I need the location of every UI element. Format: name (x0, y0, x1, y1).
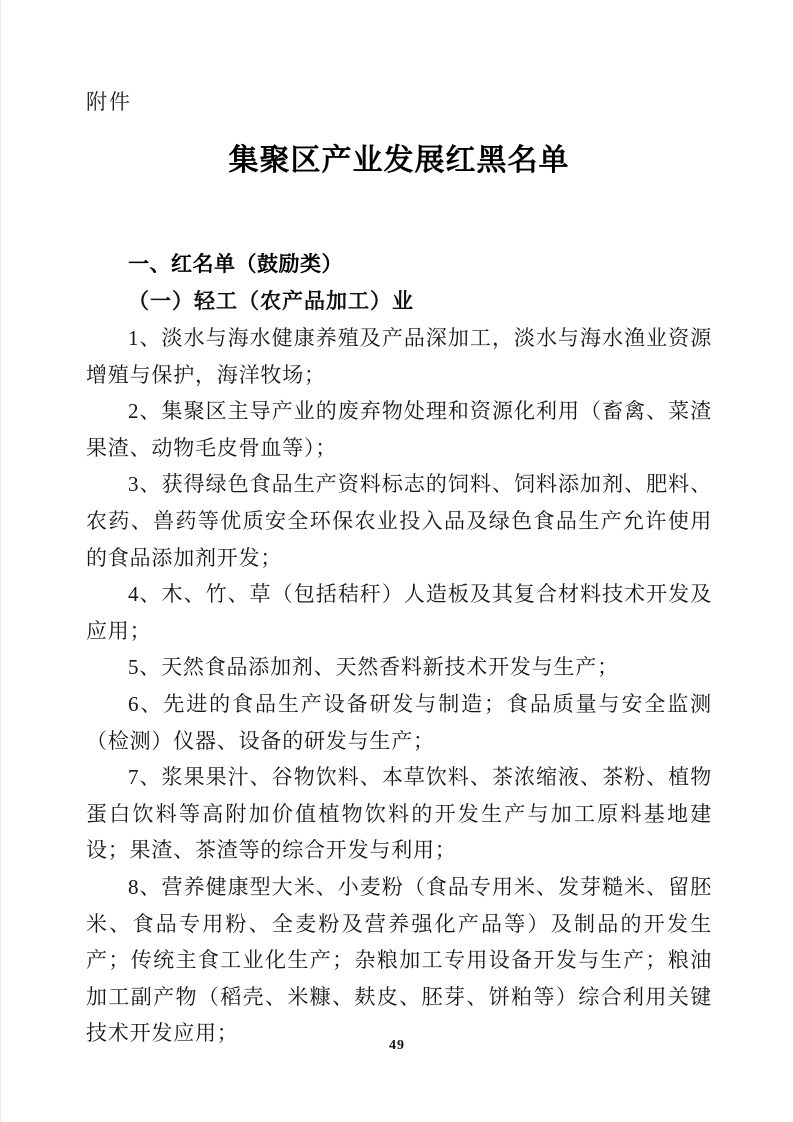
list-items-container (86, 320, 712, 1052)
list-item: 7、浆果果汁、谷物饮料、本草饮料、茶浓缩液、茶粉、植物蛋白饮料等高附加价值植物饮料的开发生产与加工原料基地建设；果渣、茶渣等的综合开发与利用； (86, 765, 712, 863)
attachment-label: 附件 (86, 90, 132, 114)
list-item: 6、先进的食品生产设备研发与制造；食品质量与安全监测（检测）仪器、设备的研发与生产； (86, 691, 712, 753)
section-subheading-light-industry: （一）轻工（农产品加工）业 (128, 289, 414, 313)
list-item: 2、集聚区主导产业的废弃物处理和资源化利用（畜禽、菜渣果渣、动物毛皮骨血等）； (86, 399, 712, 460)
list-item: 1、淡水与海水健康养殖及产品深加工，淡水与海水渔业资源增殖与保护，海洋牧场； (86, 326, 712, 387)
list-item: 5、天然食品添加剂、天然香料新技术开发与生产； (128, 655, 619, 680)
list-item: 4、木、竹、草（包括秸秆）人造板及其复合材料技术开发及应用； (86, 582, 712, 643)
page-number: 49 (389, 1038, 405, 1053)
section-heading-red-list: 一、红名单（鼓励类） (128, 253, 343, 276)
document-title: 集聚区产业发展红黑名单 (228, 144, 570, 177)
list-item: 8、营养健康型大米、小麦粉（食品专用米、发芽糙米、留胚米、食品专用粉、全麦粉及营养强化产品等）及制品的开发生产；传统主食工业化生产；杂粮加工专用设备开发与生产；粮油加工副产物（稻壳、米糠、麸皮、胚芽、饼粕等）综合利用关键技术开发应用； (86, 874, 712, 1046)
list-item: 3、获得绿色食品生产资料标志的饲料、饲料添加剂、肥料、农药、兽药等优质安全环保农业投入品及绿色食品生产允许使用的食品添加剂开发； (86, 472, 712, 570)
